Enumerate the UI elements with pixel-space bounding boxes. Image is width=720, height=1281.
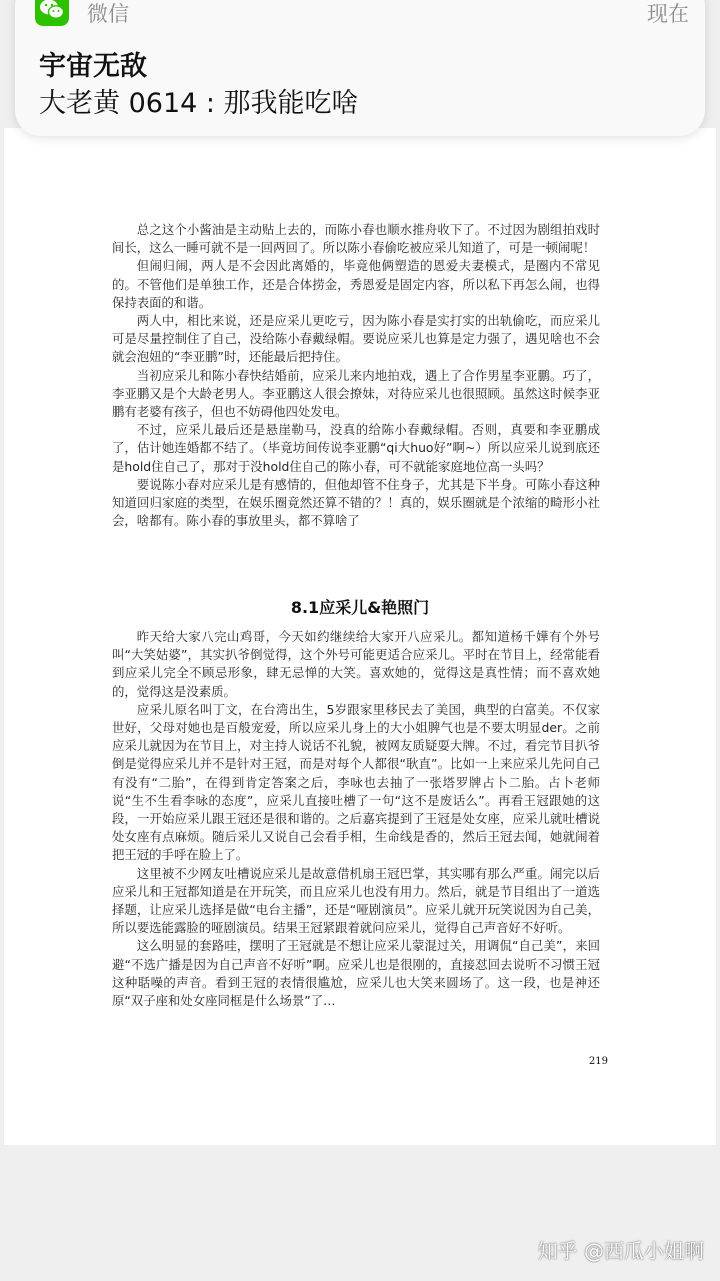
section-title: 8.1应采儿&艳照门	[290, 598, 430, 617]
wechat-notification-banner[interactable]	[15, 0, 705, 136]
paragraph: 这么明显的套路哇，摆明了王冠就是不想让应采儿蒙混过关，用调侃“自己美”，来回避“不选广播是因为自己声音不好听”啊。应采儿也是很刚的，直接怼回去说听不习惯王冠这种聒噪的声音。看到王冠的表情很尴尬，应采儿也大笑来圆场了。这一段，也是神还原“双子座和处女座同框是什么场景”了…	[112, 938, 600, 1009]
paragraph: 不过，应采儿最后还是悬崖勒马，没真的给陈小春戴绿帽。否则，真要和李亚鹏成了，估计她连婚都不结了。（毕竟坊间传说李亚鹏“qi大huo好”啊~）所以应采儿说到底还是hold住自己了，那对于没hold住自己的陈小春，可不就能家庭地位高一头吗？	[112, 422, 600, 474]
paragraph: 应采儿原名叫丁文，在台湾出生，5岁跟家里移民去了美国，典型的白富美。不仅家世好，父母对她也是百般宠爱，所以应采儿身上的大小姐脾气也是不要太明显der。之前应采儿就因为在节目上，对主持人说话不礼貌，被网友质疑耍大牌。不过，看完节目扒爷倒是觉得应采儿并不是针对王冠，而是对每个人都很“耿直”。比如一上来应采儿先问自己有没有“二胎”，在得到肯定答案之后，李咏也去抽了一张塔罗牌占卜二胎。占卜老师说“生不生看李咏的态度”，应采儿直接吐槽了一句“这不是废话么”。再看王冠跟她的这段，一开始应采儿跟王冠还是很和谐的。之后嘉宾提到了王冠是处女座，应采儿就吐槽说处女座有点麻烦。随后采儿又说自己会看手相，生命线是香的，然后王冠去闻，她就闹着把王冠的手呼在脸上了。	[112, 701, 600, 863]
paragraph: 但闹归闹，两人是不会因此离婚的，毕竟他俩塑造的恩爱夫妻模式，是圈内不常见的。不管他们是单独工作，还是合体捞金，秀恩爱是固定内容，所以私下再怎么闹，也得保持表面的和谐。	[112, 258, 600, 310]
wechat-icon	[35, 0, 69, 26]
notification-time: 现在	[647, 2, 689, 26]
notification-message: 大老黄 0614 : 那我能吃啥	[39, 88, 359, 119]
page-number: 219	[588, 1056, 608, 1067]
paragraph: 当初应采儿和陈小春快结婚前，应采儿来内地拍戏，遇上了合作男星李亚鹏。巧了，李亚鹏又是个大龄老男人。李亚鹏这人很会撩妹，对待应采儿也很照顾。虽然这时候李亚鹏有老婆有孩子，但也不妨碍他四处发电。	[112, 367, 600, 420]
text-block-bottom	[112, 628, 600, 1010]
document-page	[4, 128, 716, 1145]
text-block-top	[112, 221, 600, 530]
zhihu-watermark: 知乎 @西瓜小姐啊	[537, 1239, 704, 1263]
paragraph: 昨天给大家八完山鸡哥，今天如约继续给大家开八应采儿。都知道杨千嬅有个外号叫“大笑姑婆”，其实扒爷倒觉得，这个外号可能更适合应采儿。平时在节目上，经常能看到应采儿完全不顾忌形象，肆无忌惮的大笑。喜欢她的，觉得这是真性情；而不喜欢她的，觉得这是没素质。	[112, 629, 600, 699]
paragraph: 两人中，相比来说，还是应采儿更吃亏，因为陈小春是实打实的出轨偷吃，而应采儿可是尽量控制住了自己，没给陈小春戴绿帽。要说应采儿也算是定力强了，遇见啥也不会就会泡妞的“李亚鹏”时，还能最后把持住。	[112, 313, 600, 365]
notification-app-name: 微信	[87, 2, 129, 26]
paragraph: 这里被不少网友吐槽说应采儿是故意借机扇王冠巴掌，其实哪有那么严重。闹完以后应采儿和王冠都知道是在开玩笑，而且应采儿也没有用力。然后，就是节目组出了一道选择题，让应采儿选择是做“电台主播”，还是“哑剧演员”。应采儿就开玩笑说因为自己美，所以要选能露脸的哑剧演员。结果王冠紧跟着就问应采儿，觉得自己声音好不好听。	[112, 865, 600, 936]
paragraph: 总之这个小酱油是主动贴上去的，而陈小春也顺水推舟收下了。不过因为剧组拍戏时间长，这么一睡可就不是一回两回了。所以陈小春偷吃被应采儿知道了，可是一顿闹呢！	[112, 222, 600, 256]
paragraph: 要说陈小春对应采儿是有感情的，但他却管不住身子，尤其是下半身。可陈小春这种知道回归家庭的类型，在娱乐圈竟然还算不错的？！真的，娱乐圈就是个浓缩的畸形小社会，啥都有。陈小春的事放里头，都不算啥了	[112, 476, 600, 529]
notification-title: 宇宙无敌	[39, 51, 147, 82]
